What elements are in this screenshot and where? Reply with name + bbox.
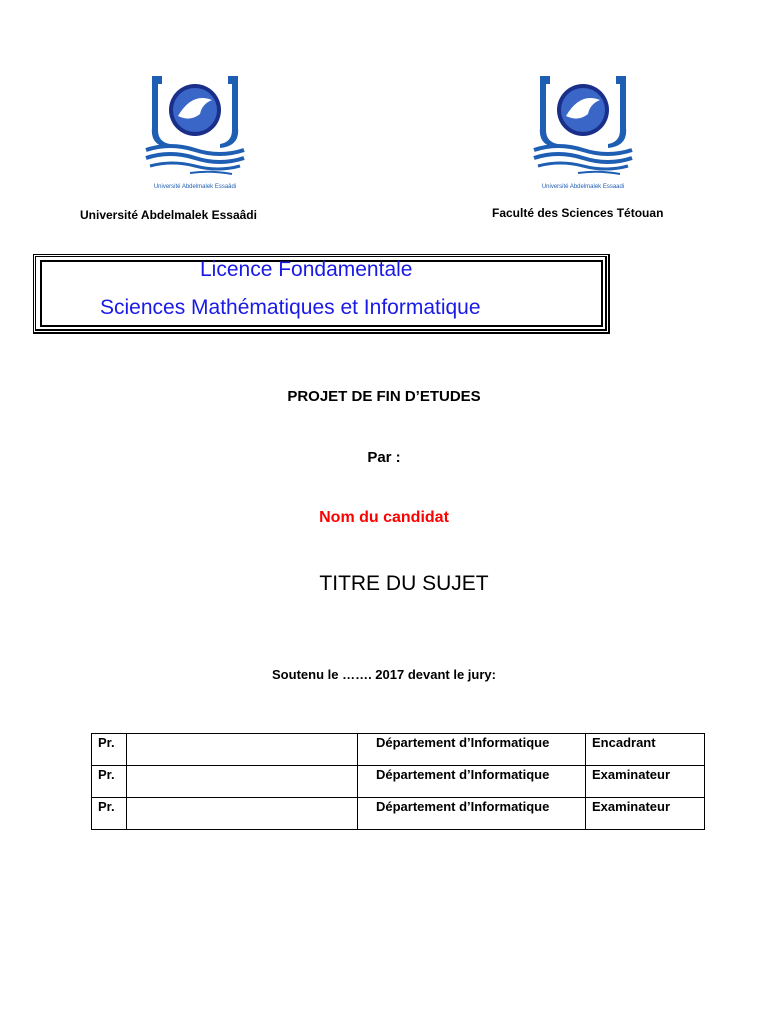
jury-department: Département d’Informatique [358,734,586,766]
jury-role: Examinateur [586,798,705,830]
jury-name [127,798,358,830]
university-logo-left [140,70,250,192]
faculty-logo-right [528,70,638,192]
jury-table [91,733,705,830]
degree-title: Licence Fondamentale [200,258,413,281]
jury-department: Département d’Informatique [358,798,586,830]
table-row [92,734,705,766]
jury-title: Pr. [92,766,127,798]
svg-text:Université Abdelmalek Essaâdi: Université Abdelmalek Essaâdi [153,184,237,190]
degree-program: Sciences Mathématiques et Informatique [100,296,481,319]
table-row [92,766,705,798]
jury-role: Encadrant [586,734,705,766]
jury-title: Pr. [92,798,127,830]
table-row [92,798,705,830]
jury-department: Département d’Informatique [358,766,586,798]
candidate-name: Nom du candidat [319,509,449,526]
project-title: PROJET DE FIN D’ETUDES [287,388,481,405]
faculty-name: Faculté des Sciences Tétouan [492,206,664,220]
university-name: Université Abdelmalek Essaâdi [80,208,257,222]
by-label: Par : [367,449,401,466]
svg-text:Université Abdelmalek Essaadi: Université Abdelmalek Essaadi [541,184,625,190]
jury-name [127,734,358,766]
defense-statement: Soutenu le ……. 2017 devant le jury: [272,667,496,682]
jury-role: Examinateur [586,766,705,798]
jury-name [127,766,358,798]
jury-title: Pr. [92,734,127,766]
subject-title: TITRE DU SUJET [319,572,489,595]
